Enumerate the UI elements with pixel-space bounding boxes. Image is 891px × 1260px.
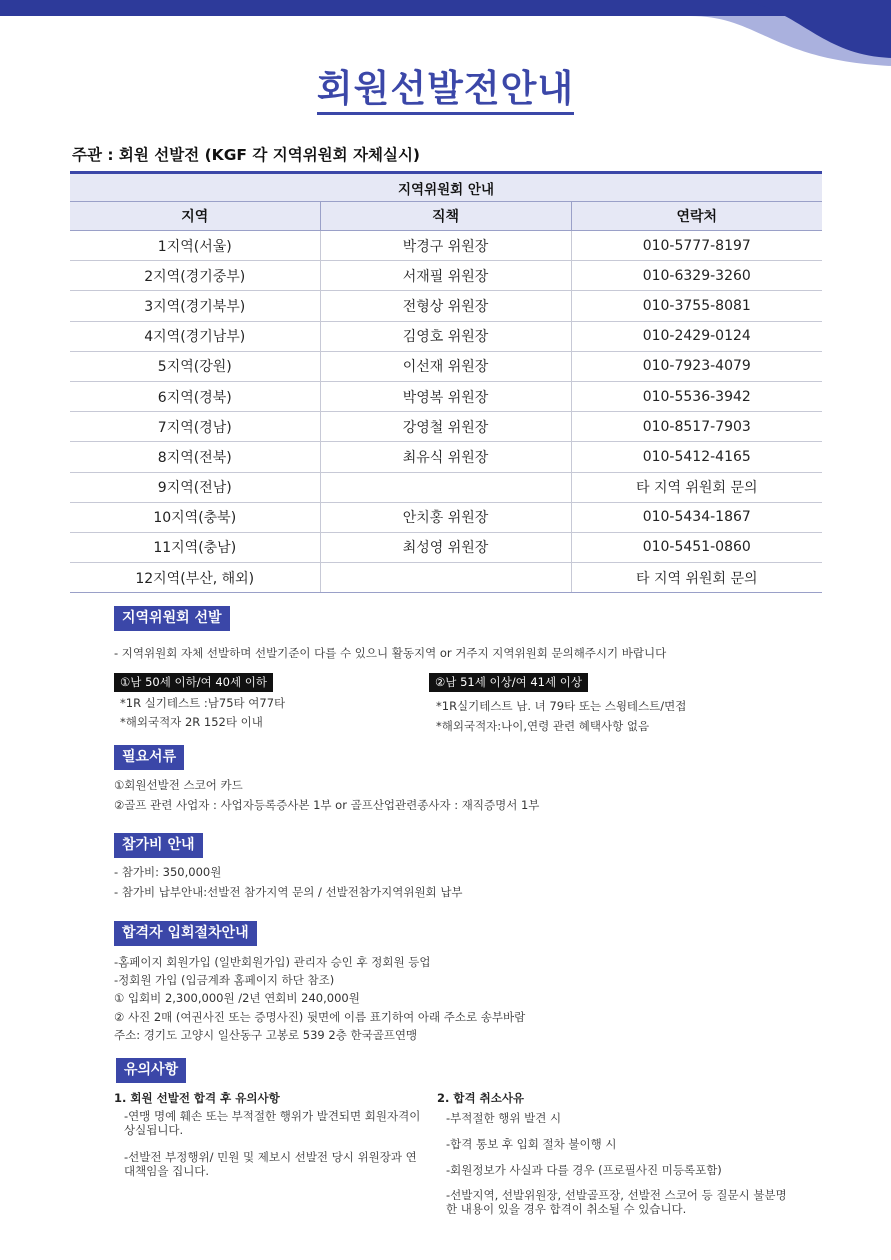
age-group-1-badge: ①남 50세 이하/여 40세 이하 bbox=[114, 673, 273, 692]
table-row: 4지역(경기남부) 김영호 위원장 010-2429-0124 bbox=[70, 321, 822, 351]
header-region: 지역 bbox=[70, 202, 320, 231]
age-group-2-badge: ②남 51세 이상/여 41세 이상 bbox=[429, 673, 588, 692]
table-row: 2지역(경기중부) 서재필 위원장 010-6329-3260 bbox=[70, 261, 822, 291]
section-label-procedure: 합격자 입회절차안내 bbox=[114, 921, 257, 946]
caution-item: -선발전 부정행위/ 민원 및 제보시 선발전 당시 위원장과 연대책임을 집니다. bbox=[124, 1150, 417, 1178]
procedure-line: ① 입회비 2,300,000원 /2년 연회비 240,000원 bbox=[114, 991, 360, 1005]
caution-item: -연맹 명예 훼손 또는 부적절한 행위가 발견되면 회원자격이 상실됩니다. bbox=[124, 1109, 421, 1137]
table-row: 12지역(부산, 해외) 타 지역 위원회 문의 bbox=[70, 563, 822, 593]
caution-heading-1: 1. 회원 선발전 합격 후 유의사항 bbox=[114, 1091, 280, 1105]
table-row: 9지역(전남) 타 지역 위원회 문의 bbox=[70, 472, 822, 502]
document-line: ②골프 관련 사업자 : 사업자등록증사본 1부 or 골프산업관련종사자 : 재직증명서 1부 bbox=[114, 798, 540, 812]
table-row: 1지역(서울) 박경구 위원장 010-5777-8197 bbox=[70, 231, 822, 261]
header-position: 직책 bbox=[320, 202, 571, 231]
table-caption: 지역위원회 안내 bbox=[70, 173, 822, 202]
group-1-line: *해외국적자 2R 152타 이내 bbox=[120, 715, 263, 729]
section-label-fee: 참가비 안내 bbox=[114, 833, 203, 858]
table-row: 3지역(경기북부) 전형상 위원장 010-3755-8081 bbox=[70, 291, 822, 321]
table-row: 10지역(충북) 안치홍 위원장 010-5434-1867 bbox=[70, 502, 822, 532]
cancel-item: -합격 통보 후 입회 절차 불이행 시 bbox=[446, 1137, 617, 1151]
cancel-item: -부적절한 행위 발견 시 bbox=[446, 1111, 562, 1125]
table-row: 7지역(경남) 강영철 위원장 010-8517-7903 bbox=[70, 412, 822, 442]
procedure-line: ② 사진 2매 (여권사진 또는 증명사진) 뒷면에 이름 표기하여 아래 주소로 송부바람 bbox=[114, 1010, 526, 1024]
group-2-line: *1R실기테스트 남. 녀 79타 또는 스윙테스트/면접 bbox=[436, 699, 687, 713]
table-row: 6지역(경북) 박영복 위원장 010-5536-3942 bbox=[70, 381, 822, 411]
table-row: 11지역(충남) 최성영 위원장 010-5451-0860 bbox=[70, 532, 822, 562]
caution-heading-2: 2. 합격 취소사유 bbox=[437, 1091, 525, 1105]
page-title: 회원선발전안내 bbox=[0, 58, 891, 112]
header-contact: 연락처 bbox=[571, 202, 822, 231]
group-2-line: *해외국적자:나이,연령 관련 혜택사항 없음 bbox=[436, 719, 650, 733]
region-committee-table bbox=[70, 171, 822, 593]
section-label-selection: 지역위원회 선발 bbox=[114, 606, 230, 631]
fee-line: - 참가비 납부안내:선발전 참가지역 문의 / 선발전참가지역위원회 납부 bbox=[114, 885, 463, 899]
selection-note: - 지역위원회 자체 선발하며 선발기준이 다를 수 있으니 활동지역 or 거주지 지역위원회 문의해주시기 바랍니다 bbox=[114, 646, 667, 660]
section-label-documents: 필요서류 bbox=[114, 745, 184, 770]
group-1-line: *1R 실기테스트 :남75타 여77타 bbox=[120, 696, 286, 710]
document-line: ①회원선발전 스코어 카드 bbox=[114, 778, 243, 792]
procedure-line: 주소: 경기도 고양시 일산동구 고봉로 539 2층 한국골프연맹 bbox=[114, 1028, 418, 1042]
table-row: 8지역(전북) 최유식 위원장 010-5412-4165 bbox=[70, 442, 822, 472]
host-line: 주관 : 회원 선발전 (KGF 각 지역위원회 자체실시) bbox=[72, 146, 421, 164]
table-row: 5지역(강원) 이선재 위원장 010-7923-4079 bbox=[70, 351, 822, 381]
cancel-item: -회원정보가 사실과 다를 경우 (프로필사진 미등록포함) bbox=[446, 1163, 722, 1177]
section-label-caution: 유의사항 bbox=[116, 1058, 186, 1083]
cancel-item: -선발지역, 선발위원장, 선발골프장, 선발전 스코어 등 질문시 불분명한 내용이 있을 경우 합격이 취소될 수 있습니다. bbox=[446, 1188, 787, 1216]
procedure-line: -정회원 가입 (입금계좌 홈페이지 하단 참조) bbox=[114, 973, 335, 987]
procedure-line: -홈페이지 회원가입 (일반회원가입) 관리자 승인 후 정회원 등업 bbox=[114, 955, 431, 969]
fee-line: - 참가비: 350,000원 bbox=[114, 865, 222, 879]
